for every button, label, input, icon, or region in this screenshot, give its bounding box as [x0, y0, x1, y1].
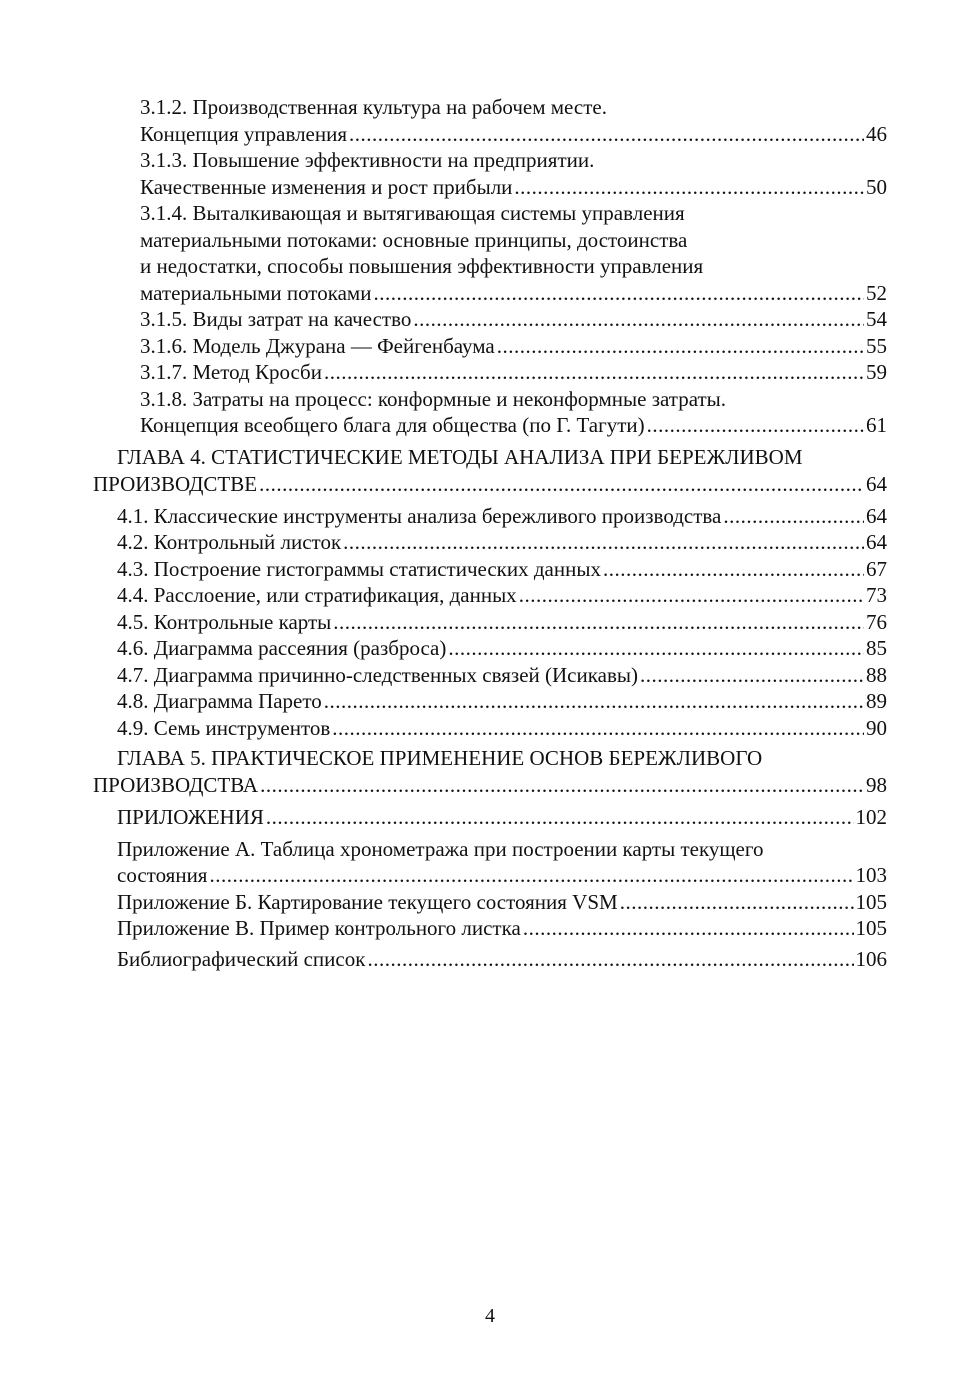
toc-leader-dots	[640, 662, 864, 688]
toc-appendix-b	[117, 889, 887, 915]
toc-entry-title: Приложение Б. Картирование текущего состояния VSM	[117, 890, 618, 914]
toc-leader-dots	[333, 609, 864, 635]
toc-entry-3-1-4	[140, 280, 887, 306]
toc-entry-3-1-3	[140, 174, 887, 200]
toc-entry-title: Приложение В. Пример контрольного листка	[117, 916, 521, 940]
toc-entry-title: Концепция всеобщего блага для общества (по Г. Тагути)	[140, 413, 645, 437]
toc-entry-title: 3.1.7. Метод Кросби	[140, 360, 322, 384]
toc-page-number: 61	[866, 413, 887, 437]
toc-page-number: 50	[866, 175, 887, 199]
toc-entry-title: материальными потоками	[140, 281, 372, 305]
toc-entry-3-1-6	[140, 333, 887, 359]
toc-page-number: 64	[866, 530, 887, 554]
toc-entry-title: состояния	[117, 863, 208, 887]
toc-leader-dots	[367, 946, 853, 972]
toc-page-number: 54	[866, 307, 887, 331]
toc-bibliography	[117, 946, 887, 972]
toc-entry-4-3	[117, 556, 887, 582]
toc-leader-dots	[519, 582, 864, 608]
toc-page-number: 46	[866, 122, 887, 146]
toc-page-number: 102	[855, 805, 887, 829]
toc-entry-3-1-3-line1: 3.1.3. Повышение эффективности на предприятии.	[140, 148, 595, 172]
toc-leader-dots	[603, 556, 864, 582]
toc-leader-dots	[514, 174, 864, 200]
toc-leader-dots	[620, 889, 854, 915]
toc-page-number: 98	[866, 773, 887, 797]
toc-page-number: 105	[855, 916, 887, 940]
toc-entry-4-7	[117, 662, 887, 688]
toc-chapter-4	[93, 471, 887, 497]
toc-leader-dots	[324, 359, 864, 385]
toc-page-number: 73	[866, 583, 887, 607]
toc-chapter-5-line1: ГЛАВА 5. ПРАКТИЧЕСКОЕ ПРИМЕНЕНИЕ ОСНОВ БЕРЕЖЛИВОГО	[117, 746, 763, 770]
toc-entry-4-6	[117, 635, 887, 661]
toc-appendix-c	[117, 915, 887, 941]
toc-entry-title: 4.2. Контрольный листок	[117, 530, 342, 554]
toc-page-number: 52	[866, 281, 887, 305]
toc-entry-title: Качественные изменения и рост прибыли	[140, 175, 513, 199]
toc-entry-4-9	[117, 715, 887, 741]
toc-leader-dots	[413, 306, 864, 332]
toc-entry-title: 4.3. Построение гистограммы статистических данных	[117, 557, 601, 581]
toc-page-number: 106	[855, 947, 887, 971]
toc-chapter-4-line1: ГЛАВА 4. СТАТИСТИЧЕСКИЕ МЕТОДЫ АНАЛИЗА ПРИ БЕРЕЖЛИВОМ	[117, 445, 803, 469]
toc-leader-dots	[647, 412, 864, 438]
toc-page-number: 59	[866, 360, 887, 384]
toc-leader-dots	[349, 121, 864, 147]
toc-page-number: 88	[866, 663, 887, 687]
toc-leader-dots	[324, 688, 864, 714]
toc-entry-title: 4.6. Диаграмма рассеяния (разброса)	[117, 636, 447, 660]
toc-leader-dots	[343, 529, 864, 555]
toc-entry-3-1-5	[140, 306, 887, 332]
toc-entry-3-1-8	[140, 412, 887, 438]
toc-entry-title: 4.8. Диаграмма Парето	[117, 689, 322, 713]
toc-page-number: 85	[866, 636, 887, 660]
toc-entry-4-1	[117, 503, 887, 529]
toc-page-number: 64	[866, 504, 887, 528]
toc-entry-title: 4.1. Классические инструменты анализа бережливого производства	[117, 504, 722, 528]
toc-entry-4-5	[117, 609, 887, 635]
toc-leader-dots	[523, 915, 854, 941]
toc-leader-dots	[259, 471, 864, 497]
toc-leader-dots	[260, 772, 864, 798]
toc-page-number: 90	[866, 716, 887, 740]
toc-entry-title: ПРОИЗВОДСТВЕ	[93, 472, 258, 496]
toc-leader-dots	[448, 635, 864, 661]
toc-entry-title: Концепция управления	[140, 122, 348, 146]
page-number: 4	[485, 1305, 495, 1327]
toc-entry-title: 3.1.6. Модель Джурана — Фейгенбаума	[140, 334, 495, 358]
toc-page-number: 64	[866, 472, 887, 496]
toc-entry-4-2	[117, 529, 887, 555]
toc-page-number: 55	[866, 334, 887, 358]
toc-entry-title: Библиографический список	[117, 947, 366, 971]
toc-entry-3-1-7	[140, 359, 887, 385]
toc-entry-title: 4.7. Диаграмма причинно-следственных связей (Исикавы)	[117, 663, 638, 687]
toc-entry-title: ПРОИЗВОДСТВА	[93, 773, 259, 797]
toc-leader-dots	[723, 503, 864, 529]
toc-entry-title: 4.9. Семь инструментов	[117, 716, 331, 740]
toc-chapter-5	[93, 772, 887, 798]
toc-entry-title: 4.5. Контрольные карты	[117, 610, 332, 634]
toc-entry-3-1-2-line1: 3.1.2. Производственная культура на рабочем месте.	[140, 95, 607, 119]
toc-appendix-a-line1: Приложение А. Таблица хронометража при построении карты текущего	[117, 837, 764, 861]
toc-entry-title: 4.4. Расслоение, или стратификация, данных	[117, 583, 517, 607]
toc-entry-3-1-2	[140, 121, 887, 147]
toc-appendices	[117, 804, 887, 830]
toc-leader-dots	[497, 333, 864, 359]
toc-entry-3-1-4-line2: материальными потоками: основные принципы, достоинства	[140, 228, 688, 252]
toc-appendix-a	[117, 862, 887, 888]
toc-entry-4-4	[117, 582, 887, 608]
toc-leader-dots	[373, 280, 864, 306]
toc-leader-dots	[209, 862, 853, 888]
toc-leader-dots	[266, 804, 854, 830]
toc-entry-3-1-8-line1: 3.1.8. Затраты на процесс: конформные и неконформные затраты.	[140, 387, 727, 411]
toc-entry-title: ПРИЛОЖЕНИЯ	[117, 805, 264, 829]
toc-entry-title: 3.1.5. Виды затрат на качество	[140, 307, 412, 331]
toc-page-number: 105	[855, 890, 887, 914]
toc-entry-4-8	[117, 688, 887, 714]
toc-page-number: 103	[855, 863, 887, 887]
toc-page-number: 89	[866, 689, 887, 713]
toc-page-number: 67	[866, 557, 887, 581]
toc-leader-dots	[332, 715, 864, 741]
toc-page-number: 76	[866, 610, 887, 634]
toc-entry-3-1-4-line1: 3.1.4. Выталкивающая и вытягивающая системы управления	[140, 201, 685, 225]
toc-entry-3-1-4-line3: и недостатки, способы повышения эффективности управления	[140, 254, 704, 278]
